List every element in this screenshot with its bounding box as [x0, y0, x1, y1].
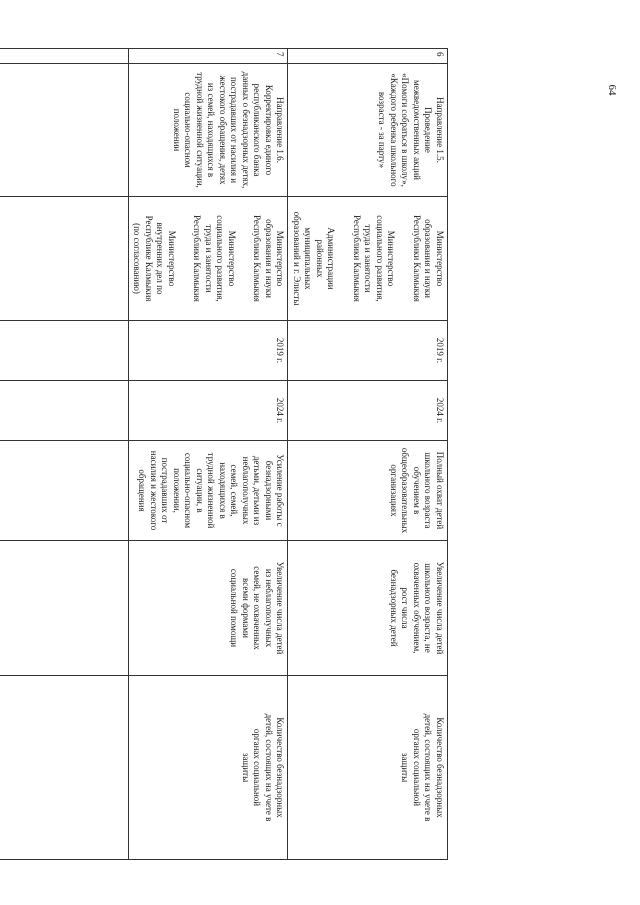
- table-container: [80, 48, 448, 859]
- start-year: [129, 321, 289, 381]
- direction-cell-line: Направление 1.5.: [435, 97, 445, 163]
- executors-cell: [129, 197, 289, 321]
- indicator-cell: [129, 676, 289, 860]
- indicator-cell-line: Количество безнадзорных: [435, 717, 445, 818]
- executor-line: труда и занятости: [363, 224, 374, 293]
- executor-line: районных: [315, 239, 325, 278]
- indicator-cell-line: защиты: [400, 752, 411, 783]
- direction-cell-line: положении: [172, 108, 182, 152]
- executor-gap: [237, 199, 251, 318]
- rotated-table-area: [80, 48, 448, 859]
- table-row: [288, 49, 448, 860]
- empty-cell: [0, 64, 129, 197]
- end-year-line: 2024 г.: [275, 397, 286, 424]
- row-number-line: 7: [275, 52, 286, 57]
- result-cell-line: безнадзорными: [264, 460, 274, 521]
- result-cell-line: Усиление работы с: [275, 454, 286, 527]
- result-cell-line: детьми, детьми из: [252, 455, 263, 526]
- row-number-line: 6: [435, 52, 445, 57]
- result-cell-line: неблагополучных: [241, 456, 251, 525]
- direction-cell-line: данных о безнадзорных детях,: [241, 71, 251, 189]
- effect-cell-line: социальной помощи: [229, 568, 240, 648]
- executor-line: Республики Калмыкия: [352, 215, 362, 302]
- result-cell-line: трудной жизненной: [206, 452, 217, 529]
- direction-cell-line: Проведение: [423, 107, 434, 153]
- effect-cell-line: всеми формами: [241, 578, 251, 638]
- effect-cell: [129, 541, 289, 676]
- direction-cell-line: «Каждого ребенка школьного: [389, 73, 399, 187]
- executor-line: Республики Калмыкия: [252, 215, 263, 302]
- direction-cell-line: социально-опасном: [183, 92, 194, 168]
- direction-cell-line: межведомственных акций: [412, 80, 422, 180]
- executor-line: образований и г. Элисты: [292, 211, 302, 306]
- direction-cell: [129, 64, 289, 197]
- row-number: [129, 49, 289, 64]
- direction-cell: [288, 64, 448, 197]
- executor-gap: [337, 199, 351, 318]
- executor-gap: [397, 199, 411, 318]
- end-year: [129, 381, 289, 441]
- start-year-line: 2019 г.: [435, 337, 445, 364]
- executor-line: муниципальных: [303, 227, 314, 290]
- empty-cell: [0, 441, 129, 541]
- effect-cell-line: Увеличение числа детей: [275, 561, 286, 655]
- direction-cell-line: трудной жизненной ситуации,: [195, 72, 205, 188]
- executor-line: Администрации: [326, 227, 337, 290]
- start-year: [288, 321, 448, 381]
- end-year: [288, 381, 448, 441]
- effect-cell-line: из неблагополучных: [264, 568, 274, 648]
- indicator-cell-line: детей, состоящих на учете в: [264, 713, 274, 822]
- direction-cell-line: из семей, находящихся в: [206, 82, 217, 178]
- result-cell-line: социально-опасном: [183, 452, 194, 529]
- executor-line: Республики Калмыкия: [412, 215, 422, 302]
- executor-line: Министерство: [167, 230, 177, 287]
- end-year-line: 2024 г.: [435, 397, 445, 424]
- executor-line: Министерство: [386, 230, 397, 287]
- executor-line: социального развития,: [375, 215, 385, 302]
- indicator-cell-line: детей, состоящих на учете в: [423, 713, 434, 822]
- row-number: [288, 49, 448, 64]
- direction-cell-line: жестокого обращения, детях: [218, 75, 228, 185]
- direction-cell-line: возраста - за парту»: [377, 91, 388, 169]
- executor-line: (по согласованию): [132, 223, 143, 294]
- executor-line: Министерство: [435, 230, 445, 287]
- effect-cell-line: охваченных обучением,: [412, 562, 422, 654]
- effect-cell-line: рост числа: [400, 587, 411, 629]
- executor-line: образования и науки: [264, 219, 274, 298]
- executor-line: социального развития,: [215, 215, 226, 302]
- table-row: [129, 49, 289, 860]
- effect-cell-line: семей, не охваченных: [252, 566, 263, 650]
- indicator-cell-line: защиты: [241, 752, 251, 783]
- direction-cell-line: республиканского банка: [252, 83, 263, 177]
- result-cell-line: семей, семей,: [229, 464, 240, 517]
- executor-line: образования и науки: [423, 219, 434, 298]
- executor-line: Министерство: [275, 230, 286, 287]
- empty-cell: [0, 197, 129, 321]
- empty-cell: [0, 541, 129, 676]
- indicator-cell-line: органах социальной: [412, 728, 422, 807]
- direction-cell-line: Корректировка единого: [264, 84, 274, 176]
- effect-cell: [288, 541, 448, 676]
- executor-line: внутренних дел по: [155, 222, 166, 295]
- result-cell: [288, 441, 448, 541]
- empty-cell: [0, 49, 129, 64]
- executor-line: Республики Калмыкия: [192, 215, 203, 302]
- direction-cell-line: Направление 1.6.: [275, 97, 286, 163]
- executor-line: труда и занятости: [204, 224, 214, 293]
- page-number: 64: [606, 84, 618, 96]
- effect-cell-line: Увеличение числа детей: [435, 561, 445, 655]
- result-cell: [129, 441, 289, 541]
- empty-cell: [0, 381, 129, 441]
- result-cell-line: школьного возраста: [423, 452, 434, 529]
- result-cell-line: положении,: [172, 468, 182, 513]
- executor-line: Министерство: [227, 230, 237, 287]
- result-cell-line: обучением в: [412, 466, 422, 515]
- direction-cell-line: пострадавших от насилия и: [229, 76, 240, 184]
- start-year-line: 2019 г.: [275, 337, 286, 364]
- indicator-cell-line: Количество безнадзорных: [275, 717, 286, 818]
- executor-line: Республике Калмыкия: [144, 215, 154, 302]
- result-cell-line: обращения: [137, 469, 148, 512]
- measures-table: [0, 48, 448, 860]
- empty-cell: [0, 321, 129, 381]
- executors-cell: [288, 197, 448, 321]
- result-cell-line: организациях: [389, 464, 399, 517]
- indicator-cell: [288, 676, 448, 860]
- result-cell-line: общеобразовательных: [400, 447, 411, 534]
- direction-cell-line: «Помоги собраться в школу»,: [400, 73, 411, 187]
- effect-cell-line: безнадзорных детей: [389, 569, 399, 647]
- executor-gap: [177, 199, 191, 318]
- result-cell-line: пострадавших от: [160, 457, 171, 524]
- result-cell-line: находящихся в: [218, 462, 228, 519]
- effect-cell-line: школьного возраста, не: [423, 563, 434, 653]
- result-cell-line: Полный охват детей: [435, 451, 445, 530]
- result-cell-line: насилия и жестокого: [149, 450, 159, 531]
- indicator-cell-line: органах социальной: [252, 728, 263, 807]
- empty-cell: [0, 676, 129, 860]
- result-cell-line: ситуации, в: [195, 468, 205, 513]
- empty-row: [0, 49, 129, 860]
